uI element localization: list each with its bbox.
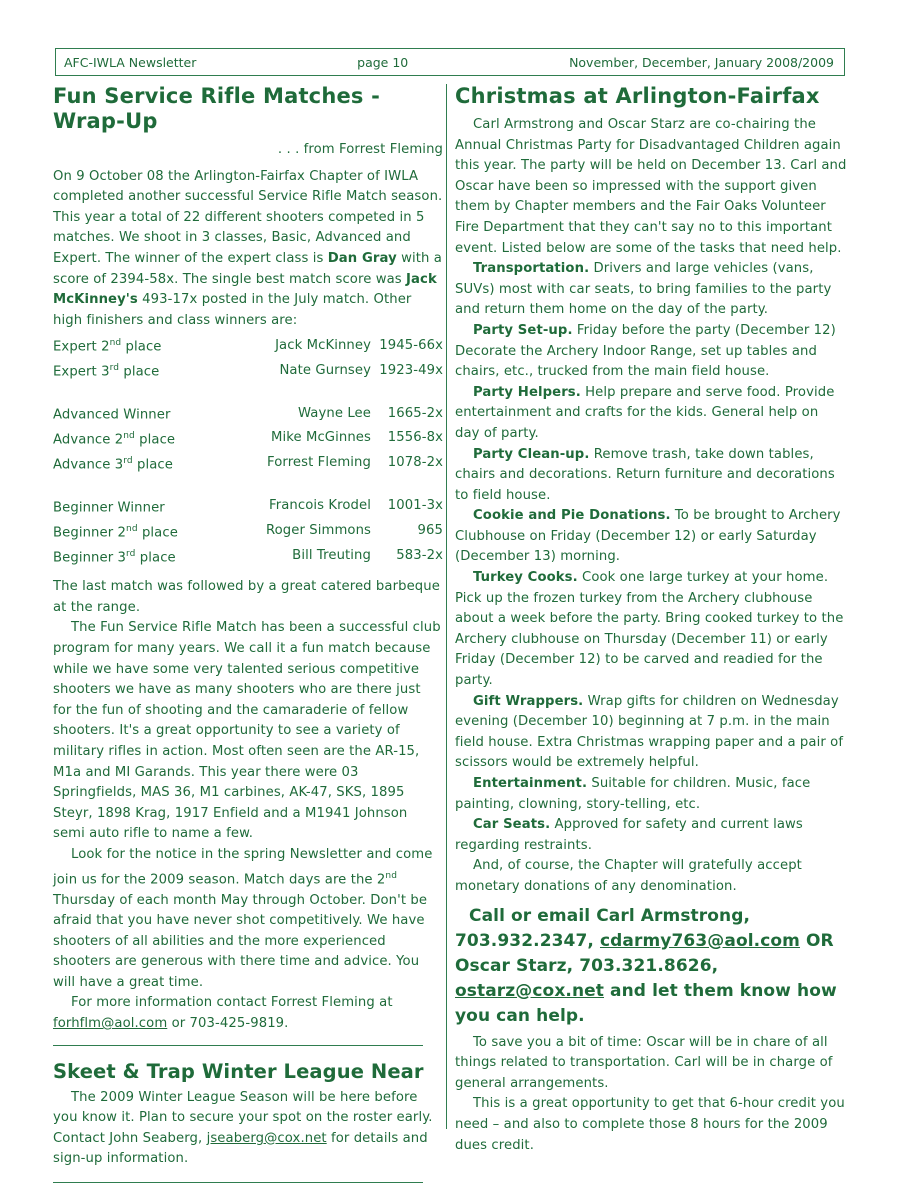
result-place: Beginner 3rd place	[53, 549, 176, 566]
header-publication: AFC-IWLA Newsletter	[64, 54, 197, 70]
winter-league-paragraph: The 2009 Winter League Season will be here before you know it. Plan to secure your spot on the roster early. Contact John Seaberg, jseaberg@cox.net for details and sign-up information.	[53, 1089, 433, 1167]
task-text: Suitable for children. Music, face painting, clowning, story-telling, etc.	[455, 776, 811, 812]
task-label: Party Clean-up.	[473, 446, 590, 462]
result-place: Beginner 2nd place	[53, 524, 178, 541]
result-score: 1001-3x	[387, 498, 443, 514]
intro-text-c: with a score of 2394-58x. The single best match score was	[53, 250, 442, 287]
result-place: Advance 3rd place	[53, 456, 173, 473]
result-name: Roger Simmons	[265, 523, 371, 539]
table-row	[53, 519, 443, 544]
task-text: Remove trash, take down tables, chairs and decorations. Return furniture and decorations to field house.	[455, 446, 835, 503]
fun-match-history-paragraph: The Fun Service Rifle Match has been a successful club program for many years. We call it a fun match because while we have some very talented serious competitive shooters we have as many shooters who are there just for the fun of shooting and the camaraderie of fellow shooters. It's a great opportunity to see a variety of military rifles in action. Most often seen are the AR-15, M1a and MI Garands. This year there were 03 Springfields, MAS 36, M1 carbines, AK-47, SKS, 1895 Steyr, 1898 Krag, 1917 Enfield and a M1941 Johnson semi auto rifle to name a few.	[53, 620, 441, 842]
task-party-cleanup	[455, 445, 847, 507]
task-text: Approved for safety and current laws regarding restraints.	[455, 817, 803, 853]
result-name: Wayne Lee	[298, 405, 371, 421]
article-headline-rifle-matches: Fun Service Rifle Matches - Wrap-Up	[53, 84, 381, 133]
table-row	[53, 426, 443, 451]
result-name: Bill Treuting	[292, 548, 371, 564]
task-turkey-cooks	[455, 568, 847, 692]
task-label: Cookie and Pie Donations.	[473, 508, 671, 524]
task-label: Entertainment.	[473, 776, 588, 791]
task-label: Transportation.	[473, 261, 590, 277]
best-score-name: Jack McKinney's	[53, 271, 437, 308]
credit-hours-paragraph: This is a great opportunity to get that 6-hour credit you need – and also to complete those 8 hours for the 2009 dues credit.	[455, 1096, 845, 1153]
winner-name: Dan Gray	[327, 250, 397, 266]
result-place: Expert 3rd place	[53, 363, 160, 380]
table-spacer-row	[53, 476, 443, 494]
result-name: Forrest Fleming	[267, 455, 371, 471]
contact-callout: Call or email Carl Armstrong, 703.932.2347, cdarmy763@aol.com OR Oscar Starz, 703.321.8626, ostarz@cox.net and let them know how you can help.	[455, 905, 837, 1026]
result-place: Expert 2nd place	[53, 338, 162, 355]
intro-text-a: On 9 October 08 the Arlington-Fairfax Chapter of IWLA completed another successful Service Rifle Match season. This year a total of 22 different shooters competed in 5 matches. We shoot in 3 classes, Basic, Advanced and Expert. The winner of the expert class is	[53, 168, 443, 266]
table-row	[53, 401, 443, 426]
result-score: 1556-8x	[387, 430, 443, 446]
result-place: Advance 2nd place	[53, 431, 176, 448]
monetary-donations-paragraph: And, of course, the Chapter will gratefully accept monetary donations of any denomination.	[455, 858, 802, 894]
result-name: Francois Krodel	[268, 498, 371, 514]
header-issue-date: November, December, January 2008/2009	[569, 54, 834, 70]
result-score: 965	[417, 523, 443, 539]
time-saving-paragraph: To save you a bit of time: Oscar will be in chare of all things related to transportation. Carl will be in charge of general arrangements.	[455, 1034, 833, 1091]
result-place: Beginner Winner	[53, 500, 165, 516]
page-header	[55, 48, 845, 76]
task-cookie-pie-donations	[455, 506, 847, 568]
task-party-setup	[455, 321, 847, 383]
left-column	[53, 84, 443, 1183]
task-label: Party Helpers.	[473, 384, 581, 400]
christmas-intro-paragraph: Carl Armstrong and Oscar Starz are co-chairing the Annual Christmas Party for Disadvantaged Children again this year. The party will be held on December 13. Carl and Oscar have been so impressed with the support given them by Chapter members and the Fair Oaks Volunteer Fire Department that they can't say no to this important event. Listed below are some of the tasks that need help.	[455, 117, 847, 256]
result-score: 1078-2x	[387, 455, 443, 471]
article-headline-skeet-trap: Skeet & Trap Winter League Near	[53, 1059, 424, 1083]
email-link-ostarz[interactable]: ostarz@cox.net	[455, 980, 605, 1001]
table-row	[53, 358, 443, 383]
catered-barbeque-paragraph: The last match was followed by a great catered barbeque at the range.	[53, 579, 440, 615]
task-label: Gift Wrappers.	[473, 693, 584, 709]
table-row	[53, 494, 443, 519]
rifle-matches-intro-paragraph	[53, 167, 443, 332]
task-text: Wrap gifts for children on Wednesday evening (December 10) beginning at 7 p.m. in the main field house. Extra Christmas wrapping paper and a pair of scissors would be extremely helpful.	[455, 693, 844, 771]
section-divider-rule	[53, 1045, 423, 1046]
task-text: Friday before the party (December 12) Decorate the Archery Indoor Range, set up tables and chairs, etc., trucked from the main field house.	[455, 322, 836, 380]
task-text: Help prepare and serve food. Provide entertainment and crafts for the kids. General help on day of party.	[455, 384, 835, 441]
task-transportation	[455, 259, 847, 321]
result-name: Nate Gurnsey	[279, 362, 371, 378]
header-page-number: page 10	[357, 54, 409, 70]
task-car-seats	[455, 815, 847, 856]
table-row	[53, 451, 443, 476]
spring-season-paragraph: Look for the notice in the spring Newsletter and come join us for the 2009 season. Match days are the 2nd Thursday of each month May through October. Don't be afraid that you have never shot competitively. We have shooters of all abilities and the more experienced shooters are generous with there time and advice. You will have a great time.	[53, 846, 433, 990]
result-score: 1665-2x	[387, 405, 443, 421]
match-results-table	[53, 333, 443, 569]
task-text: Cook one large turkey at your home. Pick up the frozen turkey from the Archery clubhouse about a week before the party. Bring cooked turkey to the Archery clubhouse on Thursday (December 11) or early Friday (December 12) to be carved and readied for the party.	[455, 570, 844, 689]
result-score: 583-2x	[396, 548, 443, 564]
task-label: Party Set-up.	[473, 322, 573, 338]
article-headline-christmas: Christmas at Arlington-Fairfax	[455, 84, 820, 108]
table-row	[53, 544, 443, 569]
task-gift-wrappers	[455, 692, 847, 774]
table-row	[53, 333, 443, 358]
right-column	[455, 84, 847, 1156]
result-place: Advanced Winner	[53, 407, 171, 423]
task-party-helpers	[455, 383, 847, 445]
email-link-jseaberg[interactable]: jseaberg@cox.net	[206, 1130, 327, 1146]
email-link-cdarmy763[interactable]: cdarmy763@aol.com	[599, 930, 800, 951]
table-spacer-row	[53, 383, 443, 401]
task-entertainment	[455, 774, 847, 815]
task-label: Car Seats.	[473, 817, 551, 833]
task-text: Drivers and large vehicles (vans, SUVs) most with car seats, to bring families to the party and return them home on the day of the party.	[455, 261, 832, 318]
result-score: 1923-49x	[379, 362, 443, 378]
task-text: To be brought to Archery Clubhouse on Friday (December 12) or early Saturday (December 13) morning.	[455, 508, 841, 565]
intro-text-e: 493-17x posted in the July match. Other high finishers and class winners are:	[53, 292, 412, 328]
column-divider	[446, 84, 447, 1129]
email-link-forhflm[interactable]: forhflm@aol.com	[53, 1016, 168, 1032]
article-byline: . . . from Forrest Fleming	[277, 142, 443, 157]
result-name: Mike McGinnes	[270, 430, 371, 446]
result-score: 1945-66x	[379, 337, 443, 353]
task-label: Turkey Cooks.	[473, 570, 578, 586]
result-name: Jack McKinney	[275, 337, 371, 353]
contact-forrest-paragraph: For more information contact Forrest Fleming at forhflm@aol.com or 703-425-9819.	[53, 995, 393, 1032]
